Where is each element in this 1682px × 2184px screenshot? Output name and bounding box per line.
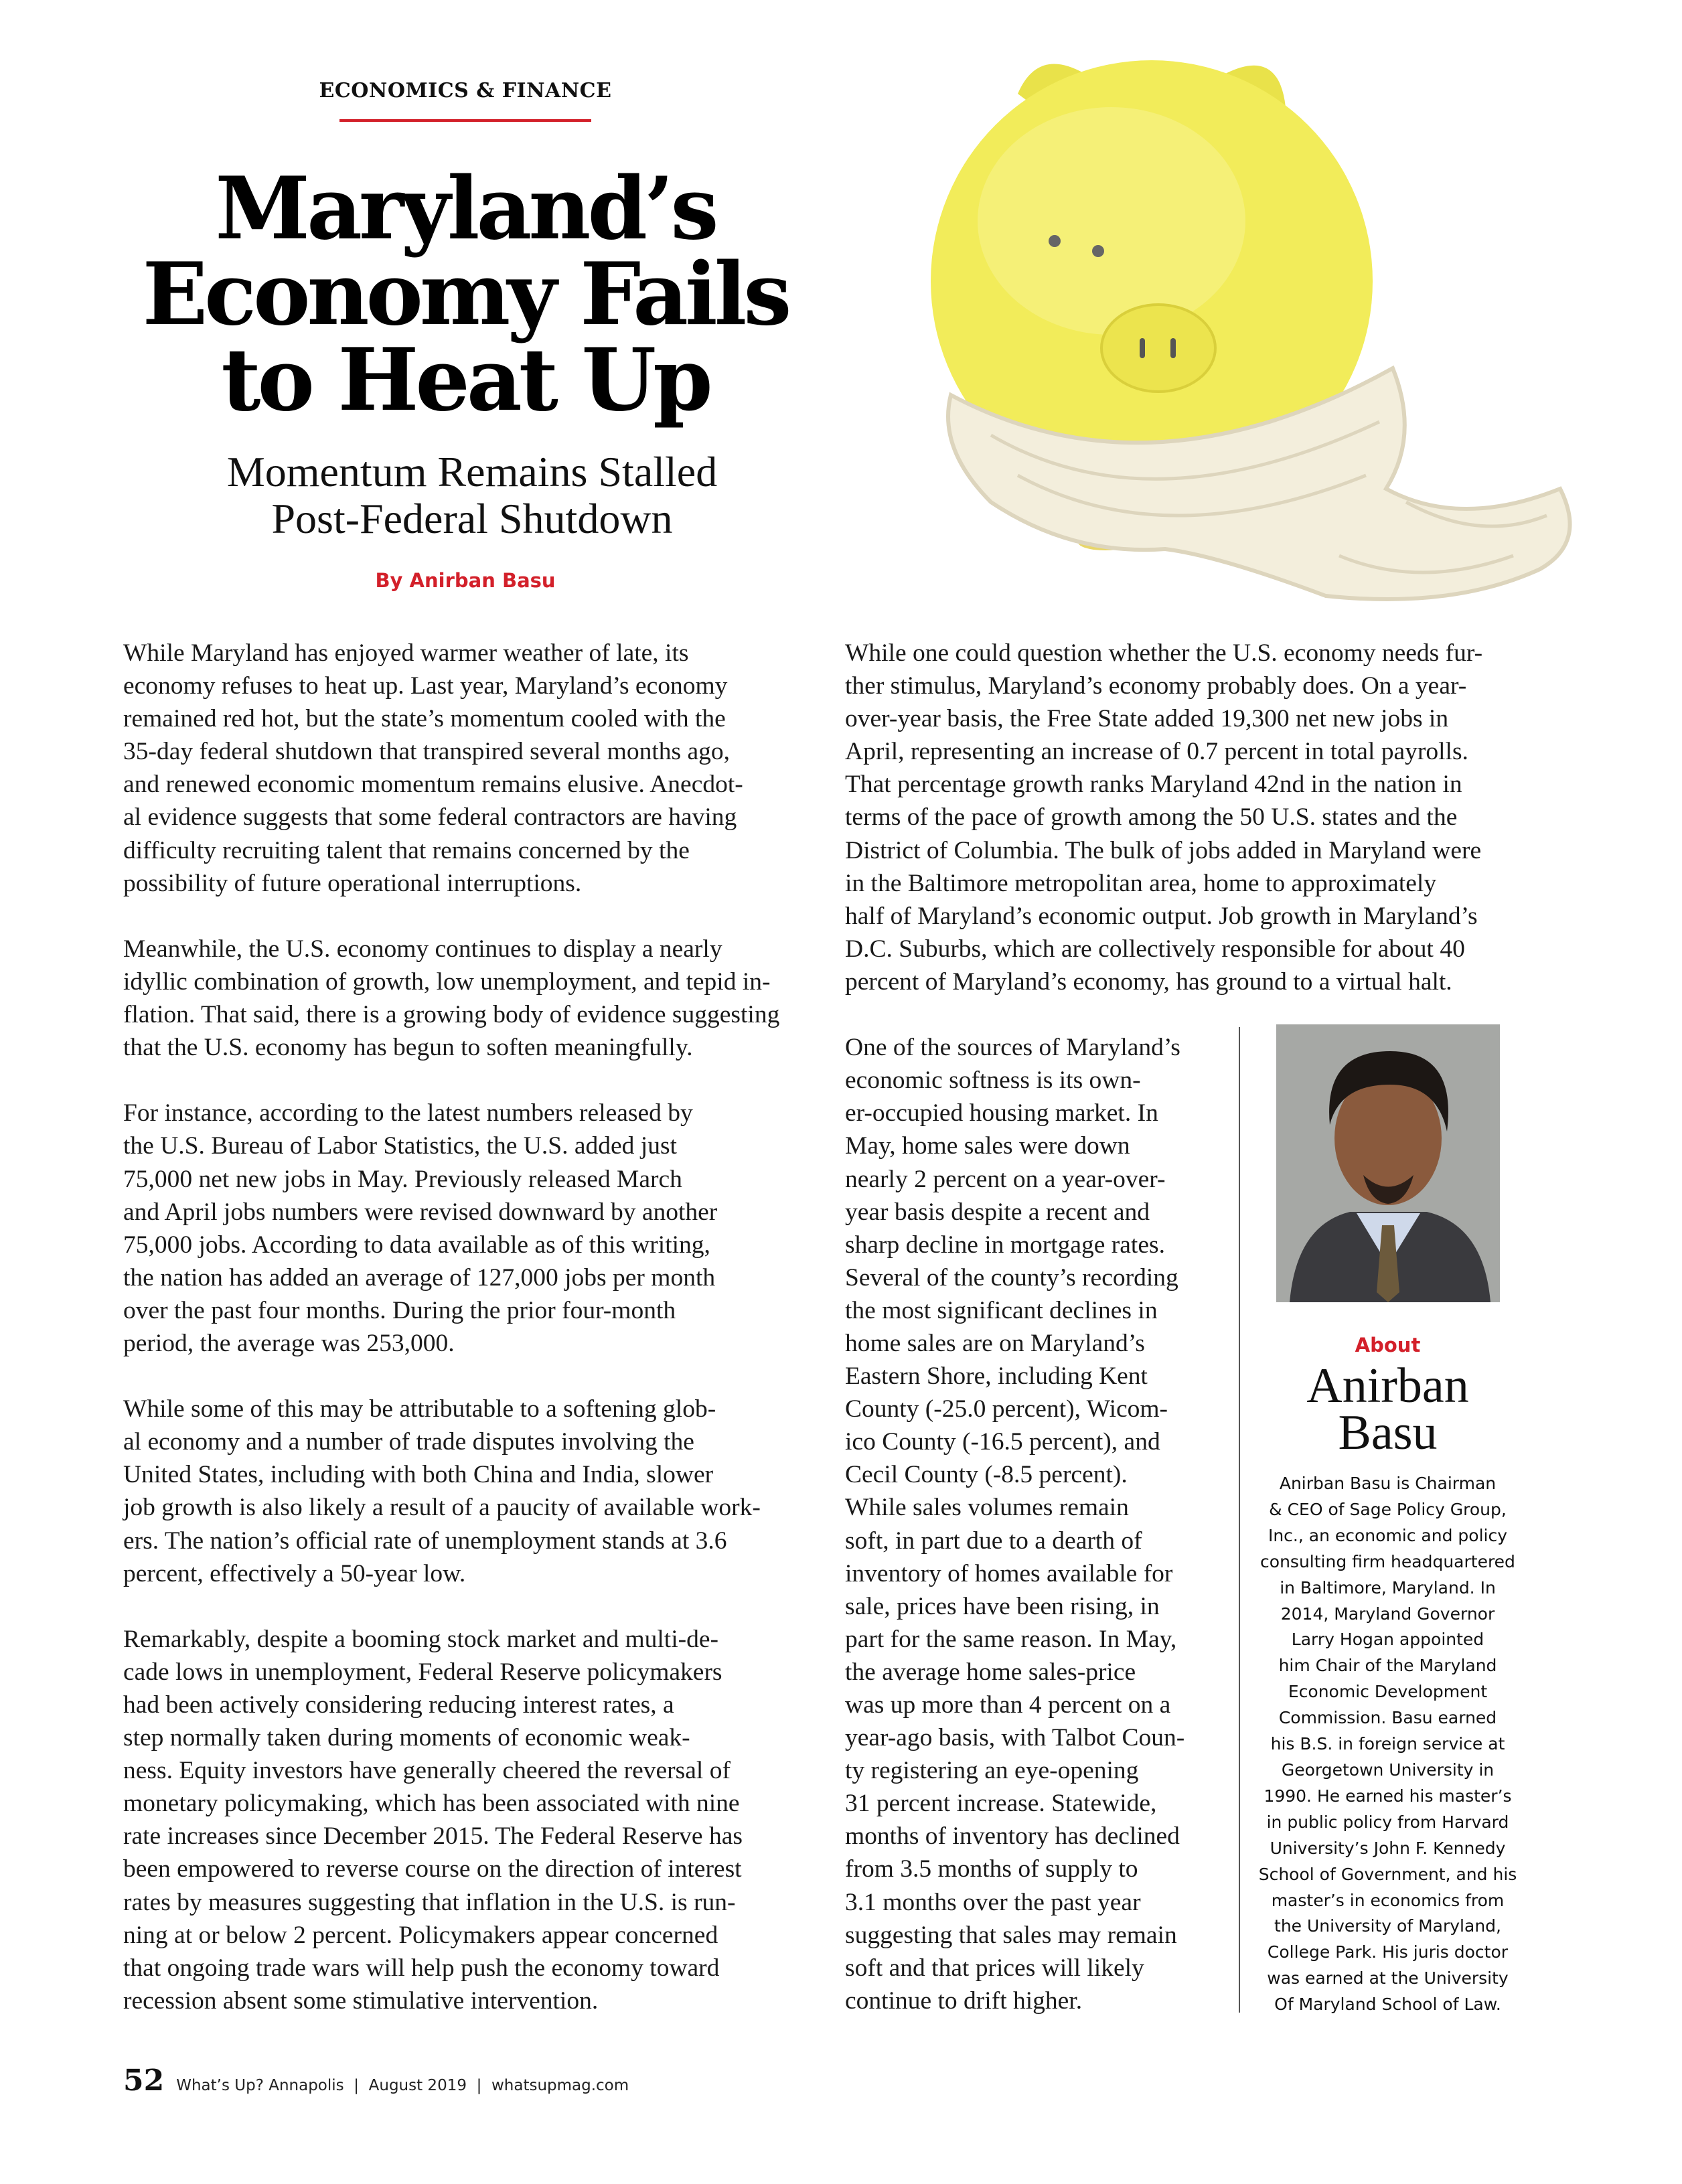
text-line: One of the sources of Maryland’s: [845, 1034, 1180, 1062]
text-line: That percentage growth ranks Maryland 42nd in the nation in: [845, 771, 1462, 799]
author-bio: [1245, 1471, 1530, 2018]
section-rule: [339, 119, 591, 122]
text-line: er-occupied housing market. In: [845, 1099, 1158, 1127]
text-line: 31 percent increase. Statewide,: [845, 1790, 1157, 1818]
subtitle-line: Momentum Remains Stalled: [226, 448, 718, 495]
text-line: Remarkably, despite a booming stock market and multi-de-: [123, 1625, 718, 1653]
text-line: ico County (-16.5 percent), and: [845, 1428, 1160, 1456]
text-line: While some of this may be attributable to a softening glob-: [123, 1395, 716, 1423]
piggy-bank-image: [817, 20, 1614, 623]
text-line: step normally taken during moments of economic weak-: [123, 1724, 690, 1752]
paragraph-gap: [123, 1360, 779, 1393]
text-line: had been actively considering reducing interest rates, a: [123, 1691, 674, 1719]
text-line: sharp decline in mortgage rates.: [845, 1231, 1165, 1259]
text-line: nearly 2 percent on a year-over-: [845, 1165, 1166, 1193]
bio-line: master’s in economics from: [1271, 1890, 1505, 1910]
text-line: ers. The nation’s official rate of unemployment stands at 3.6: [123, 1527, 727, 1555]
bio-line: in public policy from Harvard: [1266, 1812, 1509, 1832]
text-line: May, home sales were down: [845, 1132, 1130, 1160]
text-line: part for the same reason. In May,: [845, 1625, 1177, 1653]
text-line: idyllic combination of growth, low unemployment, and tepid in-: [123, 967, 771, 996]
paragraph-gap: [123, 1064, 779, 1097]
bio-line: him Chair of the Maryland: [1278, 1656, 1497, 1676]
text-line: the U.S. Bureau of Labor Statistics, the U.S. added just: [123, 1132, 677, 1160]
bio-line: was earned at the University: [1267, 1968, 1509, 1988]
paragraph-gap: [123, 900, 779, 933]
text-line: the average home sales-price: [845, 1658, 1136, 1686]
bio-line: in Baltimore, Maryland. In: [1280, 1577, 1496, 1597]
text-line: percent of Maryland’s economy, has ground to a virtual halt.: [845, 967, 1452, 996]
text-line: soft and that prices will likely: [845, 1954, 1144, 1982]
text-line: sale, prices have been rising, in: [845, 1592, 1160, 1620]
text-line: been empowered to reverse course on the direction of interest: [123, 1855, 742, 1883]
text-line: al evidence suggests that some federal contractors are having: [123, 803, 737, 832]
author-name-line: Basu: [1338, 1405, 1438, 1460]
headline-line: to Heat Up: [221, 330, 710, 431]
bio-line: Anirban Basu is Chairman: [1279, 1474, 1497, 1493]
text-line: United States, including with both China and India, slower: [123, 1461, 714, 1489]
about-label: About: [1355, 1334, 1421, 1356]
text-line: year-ago basis, with Talbot Coun-: [845, 1724, 1185, 1752]
text-line: rate increases since December 2015. The Federal Reserve has: [123, 1822, 743, 1851]
text-line: Several of the county’s recording: [845, 1263, 1178, 1292]
headline-line: Economy Fails: [142, 244, 789, 345]
section-label: ECONOMICS & FINANCE: [319, 79, 612, 102]
text-line: home sales are on Maryland’s: [845, 1329, 1145, 1357]
text-line: County (-25.0 percent), Wicom-: [845, 1395, 1168, 1423]
text-line: period, the average was 253,000.: [123, 1329, 455, 1357]
text-line: Cecil County (-8.5 percent).: [845, 1461, 1128, 1489]
page-number: 52: [123, 2063, 165, 2098]
text-line: Eastern Shore, including Kent: [845, 1362, 1148, 1391]
bio-line: College Park. His juris doctor: [1267, 1942, 1509, 1962]
text-line: flation. That said, there is a growing body of evidence suggesting: [123, 1001, 780, 1029]
text-line: recession absent some stimulative intervention.: [123, 1986, 599, 2015]
text-line: possibility of future operational interruptions.: [123, 869, 582, 897]
byline: By Anirban Basu: [375, 569, 556, 592]
text-line: inventory of homes available for: [845, 1559, 1173, 1587]
text-line: 35-day federal shutdown that transpired several months ago,: [123, 738, 730, 766]
paragraph: [123, 933, 779, 1064]
headline: [67, 159, 864, 431]
text-line: ty registering an eye-opening: [845, 1757, 1139, 1785]
bio-line: University’s John F. Kennedy: [1270, 1838, 1506, 1858]
text-line: 75,000 net new jobs in May. Previously released March: [123, 1165, 682, 1193]
text-line: half of Maryland’s economic output. Job growth in Maryland’s: [845, 902, 1478, 930]
bio-line: & CEO of Sage Policy Group,: [1269, 1499, 1507, 1519]
text-line: remained red hot, but the state’s momentum cooled with the: [123, 705, 726, 733]
text-line: For instance, according to the latest numbers released by: [123, 1099, 693, 1127]
bio-line: Georgetown University in: [1281, 1760, 1495, 1780]
headline-line: Maryland’s: [215, 159, 716, 259]
bio-line: 1990. He earned his master’s: [1264, 1786, 1512, 1806]
bio-line: Inc., an economic and policy: [1268, 1525, 1508, 1545]
text-line: difficulty recruiting talent that remains concerned by the: [123, 836, 690, 864]
text-line: continue to drift higher.: [845, 1986, 1083, 2015]
paragraph-gap: [123, 1590, 779, 1623]
text-line: While sales volumes remain: [845, 1494, 1129, 1522]
text-line: in the Baltimore metropolitan area, home to approximately: [845, 869, 1437, 897]
text-line: year basis despite a recent and: [845, 1198, 1150, 1226]
text-line: District of Columbia. The bulk of jobs added in Maryland were: [845, 836, 1482, 864]
bio-line: Economic Development: [1288, 1682, 1488, 1702]
text-line: terms of the pace of growth among the 50 U.S. states and the: [845, 803, 1458, 832]
text-line: job growth is also likely a result of a paucity of available work-: [123, 1494, 761, 1522]
paragraph: [123, 1623, 779, 2017]
bio-line: School of Government, and his: [1258, 1864, 1517, 1884]
text-line: ning at or below 2 percent. Policymakers appear concerned: [123, 1921, 718, 1949]
paragraph: [123, 1097, 779, 1360]
bio-line: Of Maryland School of Law.: [1274, 1995, 1501, 2015]
text-line: Meanwhile, the U.S. economy continues to display a nearly: [123, 935, 722, 963]
text-line: economy refuses to heat up. Last year, Maryland’s economy: [123, 672, 728, 700]
paragraph: [845, 637, 1482, 998]
bio-line: Commission. Basu earned: [1278, 1708, 1497, 1728]
text-line: 3.1 months over the past year: [845, 1888, 1141, 1916]
paragraph: [123, 637, 779, 900]
author-name: [1259, 1358, 1517, 1460]
sidebar-divider: [1239, 1027, 1240, 2013]
author-name-line: Anirban: [1306, 1358, 1469, 1413]
text-line: and April jobs numbers were revised downward by another: [123, 1198, 718, 1226]
left-column: [123, 637, 779, 2017]
paragraph: [123, 1393, 779, 1590]
text-line: the nation has added an average of 127,000 jobs per month: [123, 1263, 716, 1292]
text-line: While Maryland has enjoyed warmer weather of late, its: [123, 639, 689, 667]
text-line: April, representing an increase of 0.7 percent in total payrolls.: [845, 738, 1468, 766]
footer-publication: What’s Up? Annapolis | August 2019 | whatsupmag.com: [176, 2077, 629, 2094]
bio-line: 2014, Maryland Governor: [1280, 1604, 1495, 1624]
text-line: was up more than 4 percent on a: [845, 1691, 1171, 1719]
text-line: al economy and a number of trade disputes involving the: [123, 1428, 694, 1456]
text-line: and renewed economic momentum remains elusive. Anecdot-: [123, 771, 743, 799]
text-line: the most significant declines in: [845, 1296, 1158, 1324]
text-line: from 3.5 months of supply to: [845, 1855, 1138, 1883]
subtitle-line: Post-Federal Shutdown: [271, 495, 673, 542]
bio-line: Larry Hogan appointed: [1291, 1630, 1484, 1650]
text-line: monetary policymaking, which has been associated with nine: [123, 1790, 740, 1818]
text-line: percent, effectively a 50-year low.: [123, 1559, 466, 1587]
text-line: over the past four months. During the prior four-month: [123, 1296, 676, 1324]
text-line: rates by measures suggesting that inflation in the U.S. is run-: [123, 1888, 736, 1916]
text-line: suggesting that sales may remain: [845, 1921, 1177, 1949]
text-line: ther stimulus, Maryland’s economy probably does. On a year-: [845, 672, 1467, 700]
bio-line: consulting firm headquartered: [1260, 1551, 1515, 1571]
author-photo: [1276, 1024, 1500, 1302]
text-line: over-year basis, the Free State added 19,300 net new jobs in: [845, 705, 1449, 733]
text-line: economic softness is its own-: [845, 1067, 1141, 1095]
text-line: soft, in part due to a dearth of: [845, 1527, 1142, 1555]
text-line: ness. Equity investors have generally cheered the reversal of: [123, 1757, 731, 1785]
text-line: cade lows in unemployment, Federal Reserve policymakers: [123, 1658, 722, 1686]
text-line: months of inventory has declined: [845, 1822, 1180, 1851]
text-line: 75,000 jobs. According to data available as of this writing,: [123, 1231, 710, 1259]
bio-line: his B.S. in foreign service at: [1270, 1734, 1505, 1754]
text-line: While one could question whether the U.S. economy needs fur-: [845, 639, 1483, 667]
text-line: D.C. Suburbs, which are collectively responsible for about 40: [845, 935, 1465, 963]
page-footer: [123, 2063, 629, 2098]
text-line: that ongoing trade wars will help push the economy toward: [123, 1954, 720, 1982]
subtitle: [100, 449, 844, 542]
text-line: that the U.S. economy has begun to soften meaningfully.: [123, 1034, 693, 1062]
bio-line: the University of Maryland,: [1274, 1916, 1501, 1936]
